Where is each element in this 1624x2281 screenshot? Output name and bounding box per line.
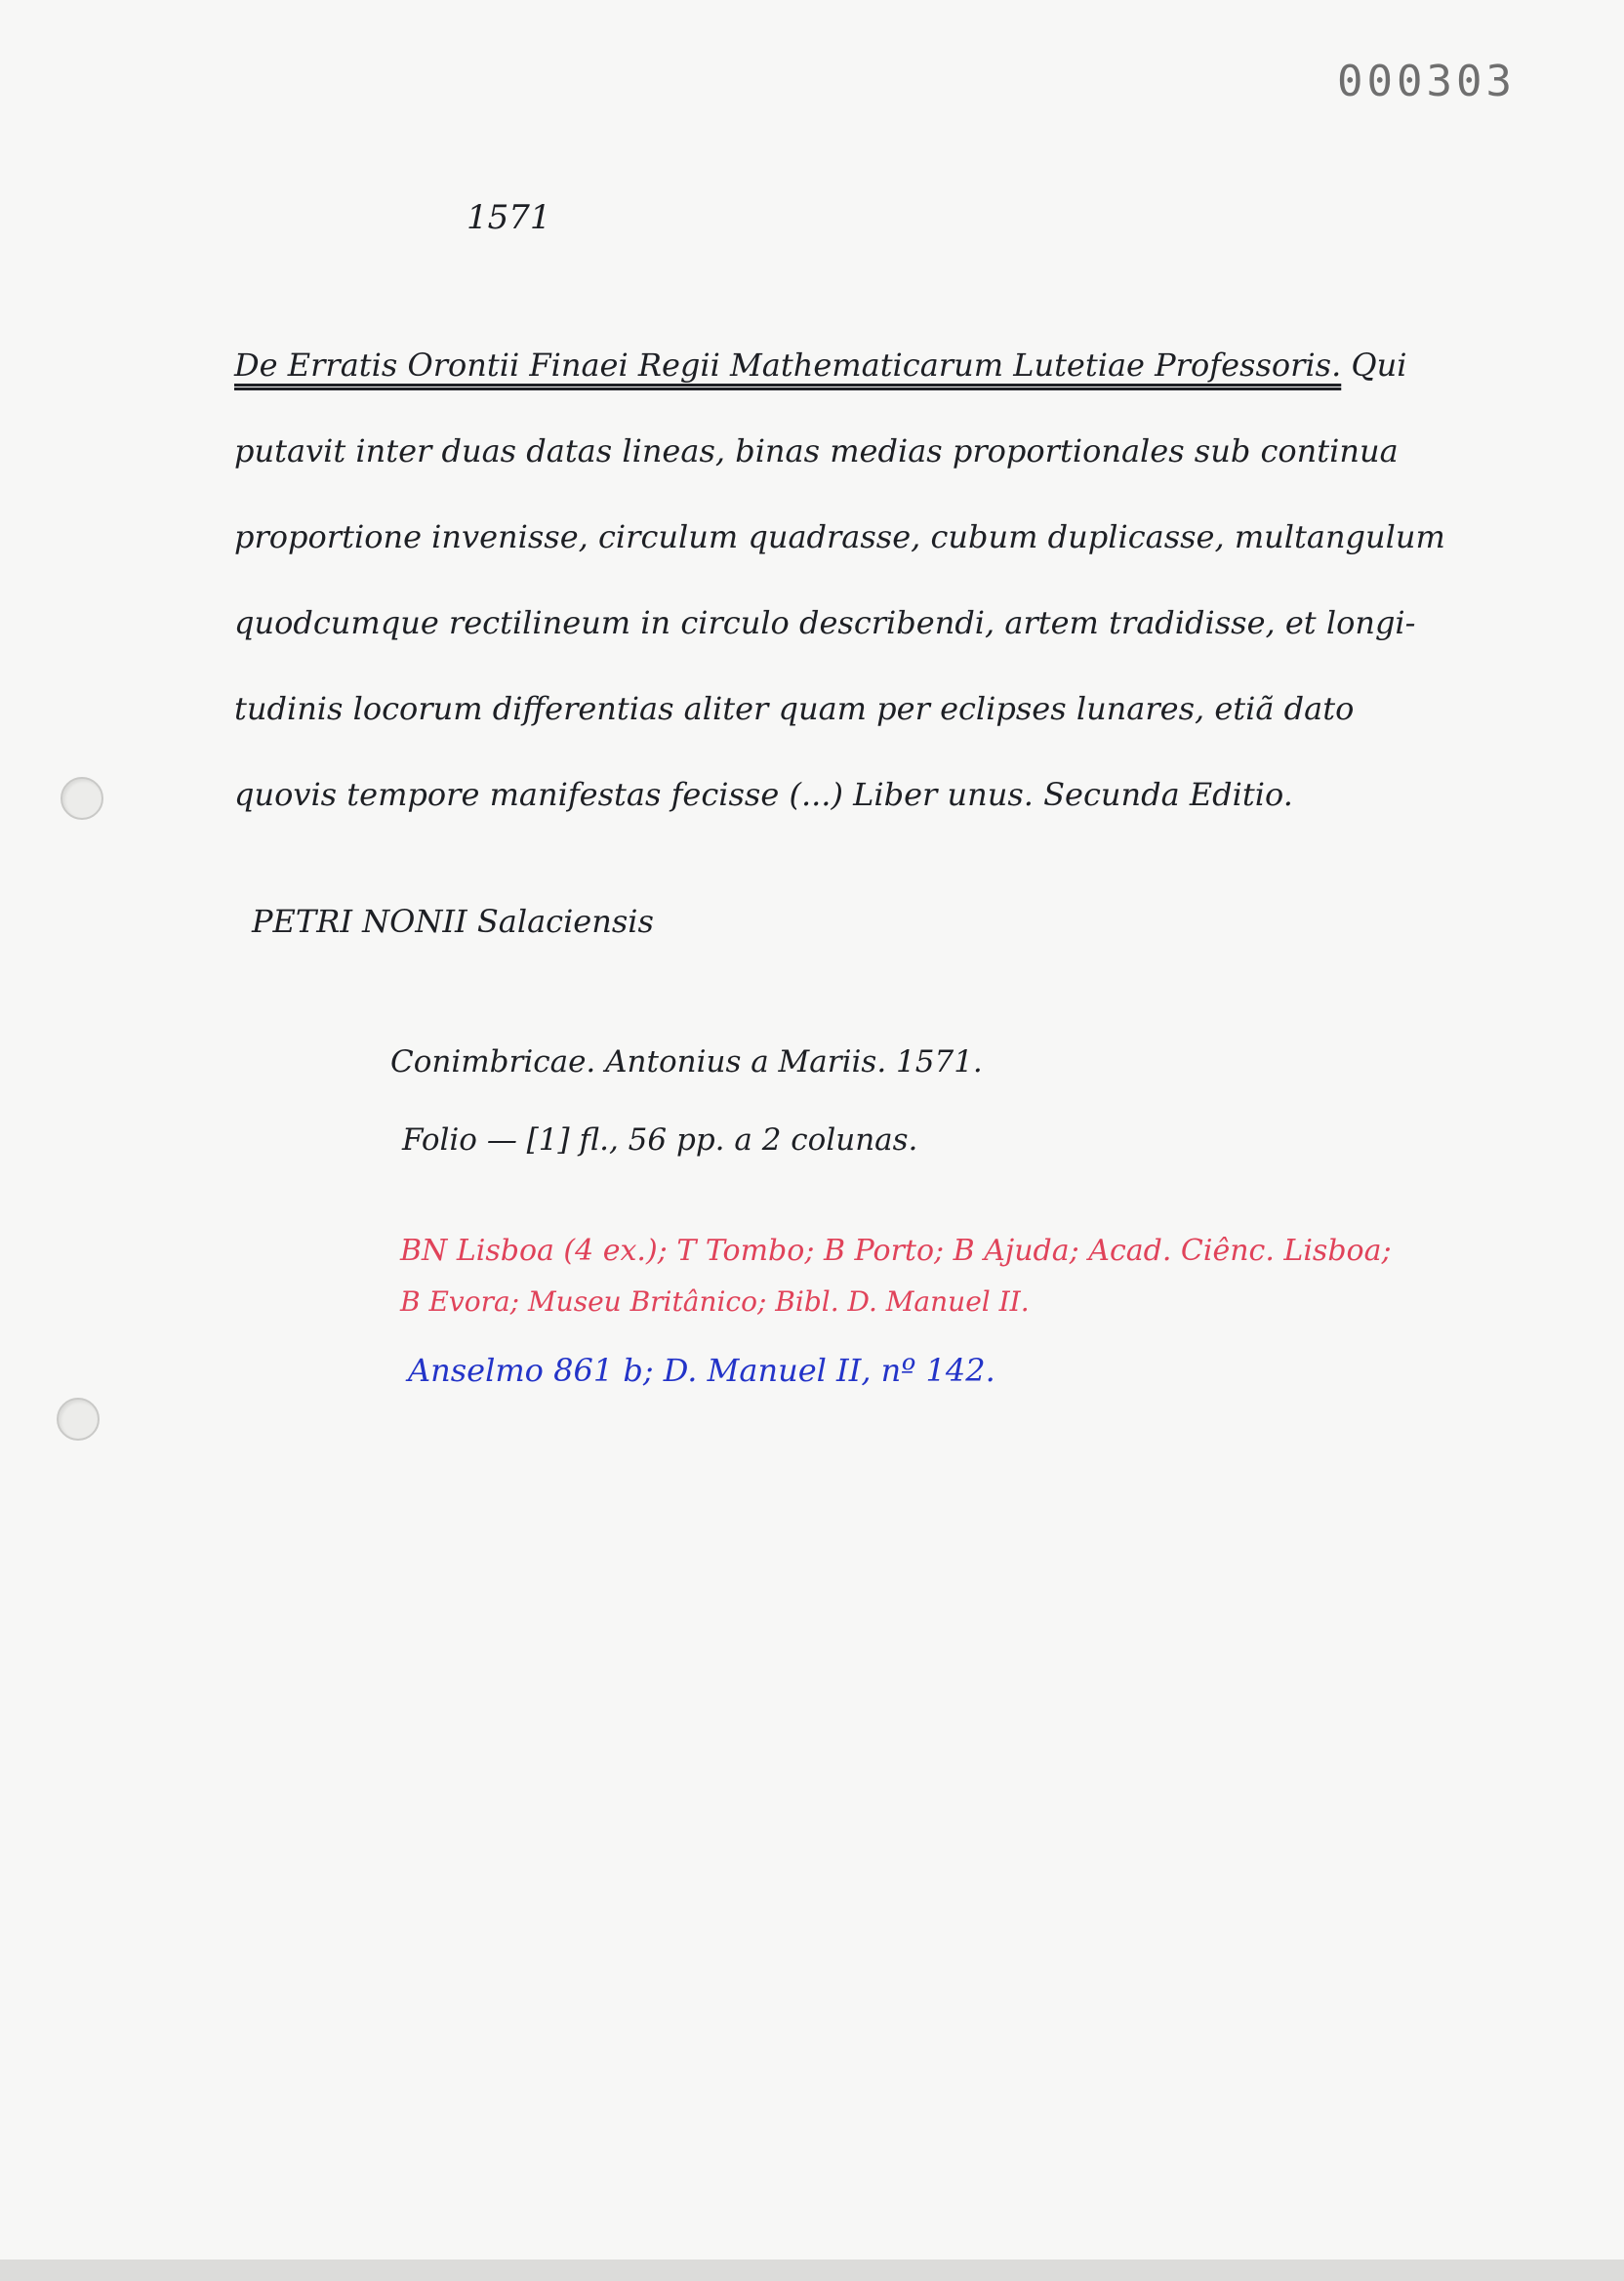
holdings-line-1: BN Lisboa (4 ex.); T Tombo; B Porto; B Ajuda; Acad. Ciênc. Lisboa; <box>400 1234 1392 1268</box>
title-block <box>234 322 1464 837</box>
punch-hole-lower <box>57 1398 100 1441</box>
collation-line: Folio — [1] fl., 56 pp. a 2 colunas. <box>402 1122 918 1158</box>
title-line-4: quodcumque rectilineum in circulo describendi, artem tradidisse, et longi- <box>234 604 1416 641</box>
imprint-line: Conimbricae. Antonius a Mariis. 1571. <box>390 1044 983 1079</box>
title-line-1 <box>234 322 1464 408</box>
title-line-1-rest: Qui <box>1341 346 1407 384</box>
year-heading: 1571 <box>467 198 551 237</box>
references-line: Anselmo 861 b; D. Manuel II, nº 142. <box>408 1352 995 1389</box>
stamp-number: 000303 <box>1337 57 1516 106</box>
title-line-6: quovis tempore manifestas fecisse (...) Liber unus. Secunda Editio. <box>234 776 1293 813</box>
title-line-2: putavit inter duas datas lineas, binas medias proportionales sub continua <box>234 432 1399 469</box>
author-name: PETRI NONII Salaciensis <box>252 903 654 940</box>
punch-hole-upper <box>61 777 103 820</box>
underlined-title: De Erratis Orontii Finaei Regii Mathematicarum Lutetiae Professoris. <box>234 346 1342 384</box>
title-line-3: proportione invenisse, circulum quadrasse, cubum duplicasse, multangulum <box>234 518 1445 555</box>
scan-edge-strip <box>0 2260 1624 2281</box>
title-line-5: tudinis locorum differentias aliter quam per eclipses lunares, etiã dato <box>234 690 1355 727</box>
holdings-block <box>400 1225 1503 1326</box>
holdings-line-2: B Evora; Museu Britânico; Bibl. D. Manuel II. <box>400 1285 1030 1318</box>
